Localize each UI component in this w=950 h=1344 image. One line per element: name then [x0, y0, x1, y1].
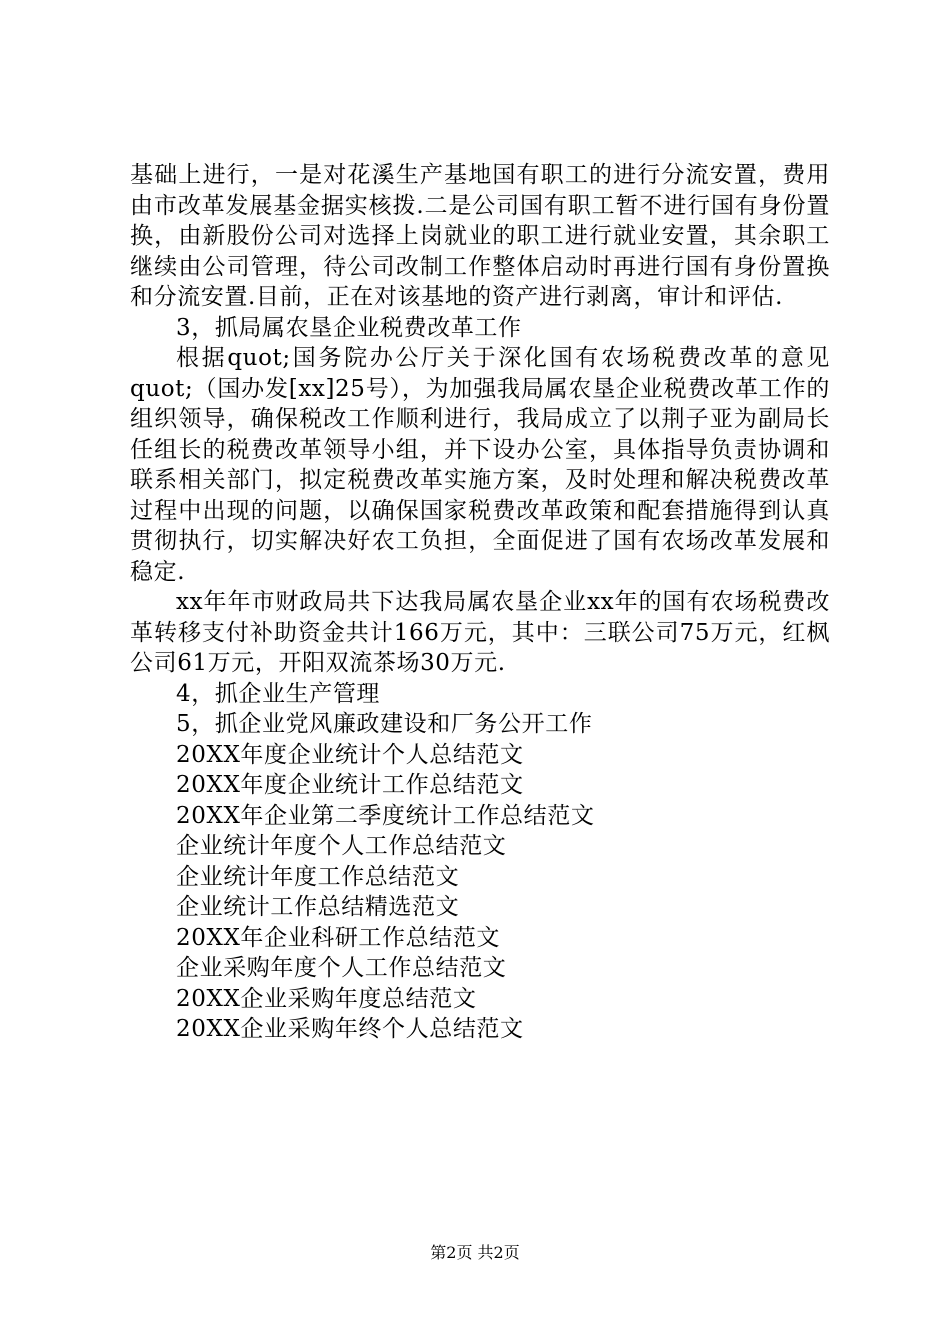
- section-heading-production: 4，抓企业生产管理: [176, 680, 381, 707]
- related-link[interactable]: 20XX企业采购年度总结范文: [176, 985, 477, 1012]
- related-link[interactable]: 企业统计年度工作总结范文: [176, 863, 460, 890]
- related-links-list: [130, 740, 830, 1045]
- paragraph-tax-reform-leadership: 根据quot;国务院办公厅关于深化国有农场税费改革的意见quot;（国办发[xx]25号），为加强我局属农垦企业税费改革工作的组织领导，确保税改工作顺利进行，我局成立了以荆子亚为副局长任组长的税费改革领导小组，并下设办公室，具体指导负责协调和联系相关部门，拟定税费改革实施方案，及时处理和解决税费改革过程中出现的问题，以确保国家税费改革政策和配套措施得到认真贯彻执行，切实解决好农工负担，全面促进了国有农场改革发展和稳定.: [130, 345, 830, 585]
- related-link[interactable]: 20XX企业采购年终个人总结范文: [176, 1016, 524, 1042]
- related-link[interactable]: 企业采购年度个人工作总结范文: [176, 955, 507, 981]
- paragraph-tax-reform-funds: xx年年市财政局共下达我局属农垦企业xx年的国有农场税费改革转移支付补助资金共计166万元，其中：三联公司75万元，红枫公司61万元，开阳双流茶场30万元.: [130, 589, 830, 676]
- related-link[interactable]: 企业统计工作总结精选范文: [176, 894, 460, 920]
- related-link[interactable]: 20XX年企业科研工作总结范文: [176, 924, 501, 951]
- related-link[interactable]: 20XX年度企业统计工作总结范文: [176, 772, 524, 798]
- section-heading-party-conduct: 5，抓企业党风廉政建设和厂务公开工作: [176, 711, 593, 737]
- related-link[interactable]: 20XX年企业第二季度统计工作总结范文: [176, 802, 595, 829]
- section-heading-tax-reform: 3，抓局属农垦企业税费改革工作: [176, 314, 522, 341]
- related-link[interactable]: 20XX年度企业统计个人总结范文: [176, 741, 524, 768]
- page-indicator: 第2页 共2页: [430, 1243, 520, 1262]
- page-footer: [0, 1243, 950, 1263]
- paragraph-continuation: 基础上进行，一是对花溪生产基地国有职工的进行分流安置，费用由市改革发展基金据实核拨.二是公司国有职工暂不进行国有身份置换，由新股份公司对选择上岗就业的职工进行就业安置，其余职工继续由公司管理，待公司改制工作整体启动时再进行国有身份置换和分流安置.目前，正在对该基地的资产进行剥离，审计和评估.: [130, 162, 830, 310]
- related-link[interactable]: 企业统计年度个人工作总结范文: [176, 833, 507, 859]
- document-body: [130, 160, 830, 1045]
